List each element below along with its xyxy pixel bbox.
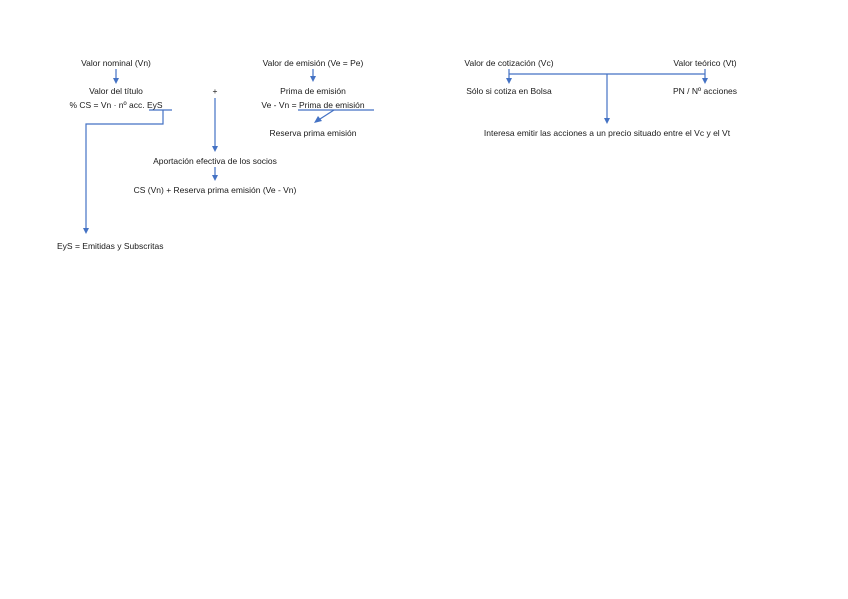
label-valor-titulo: Valor del título [89,86,143,96]
label-valor-teorico: Valor teórico (Vt) [673,58,737,68]
label-pn-acciones: PN / Nº acciones [672,86,738,96]
label-solo-bolsa: Sólo si cotiza en Bolsa [466,86,552,96]
arrow-aportacion-to-formula [212,167,218,181]
arrow-emision-to-prima [310,69,316,82]
label-valor-nominal: Valor nominal (Vn) [81,58,151,68]
label-valor-cotizacion: Valor de cotización (Vc) [464,58,554,68]
connector-vc-vt-bracket [506,69,708,124]
label-interesa-emitir: Interesa emitir las acciones a un precio situado entre el Vc y el Vt [483,128,731,138]
connector-prima-to-reserva [298,110,374,123]
label-aportacion-formula: CS (Vn) + Reserva prima emisión (Ve - Vn) [133,185,297,195]
label-prima-emision: Prima de emisión [280,86,346,96]
label-aportacion: Aportación efectiva de los socios [153,156,277,166]
label-plus-sign: + [212,86,218,96]
arrow-plus-to-aportacion [212,98,218,152]
label-prima-formula: Ve - Vn = Prima de emisión [261,100,365,110]
label-valor-emision: Valor de emisión (Ve = Pe) [262,58,364,68]
label-reserva-prima: Reserva prima emisión [269,128,357,138]
label-cs-formula: % CS = Vn · nº acc. EyS [69,100,163,110]
connector-eys-to-definition [83,110,172,234]
label-eys-definition: EyS = Emitidas y Subscritas [57,241,164,251]
arrow-nominal-to-titulo [113,69,119,84]
